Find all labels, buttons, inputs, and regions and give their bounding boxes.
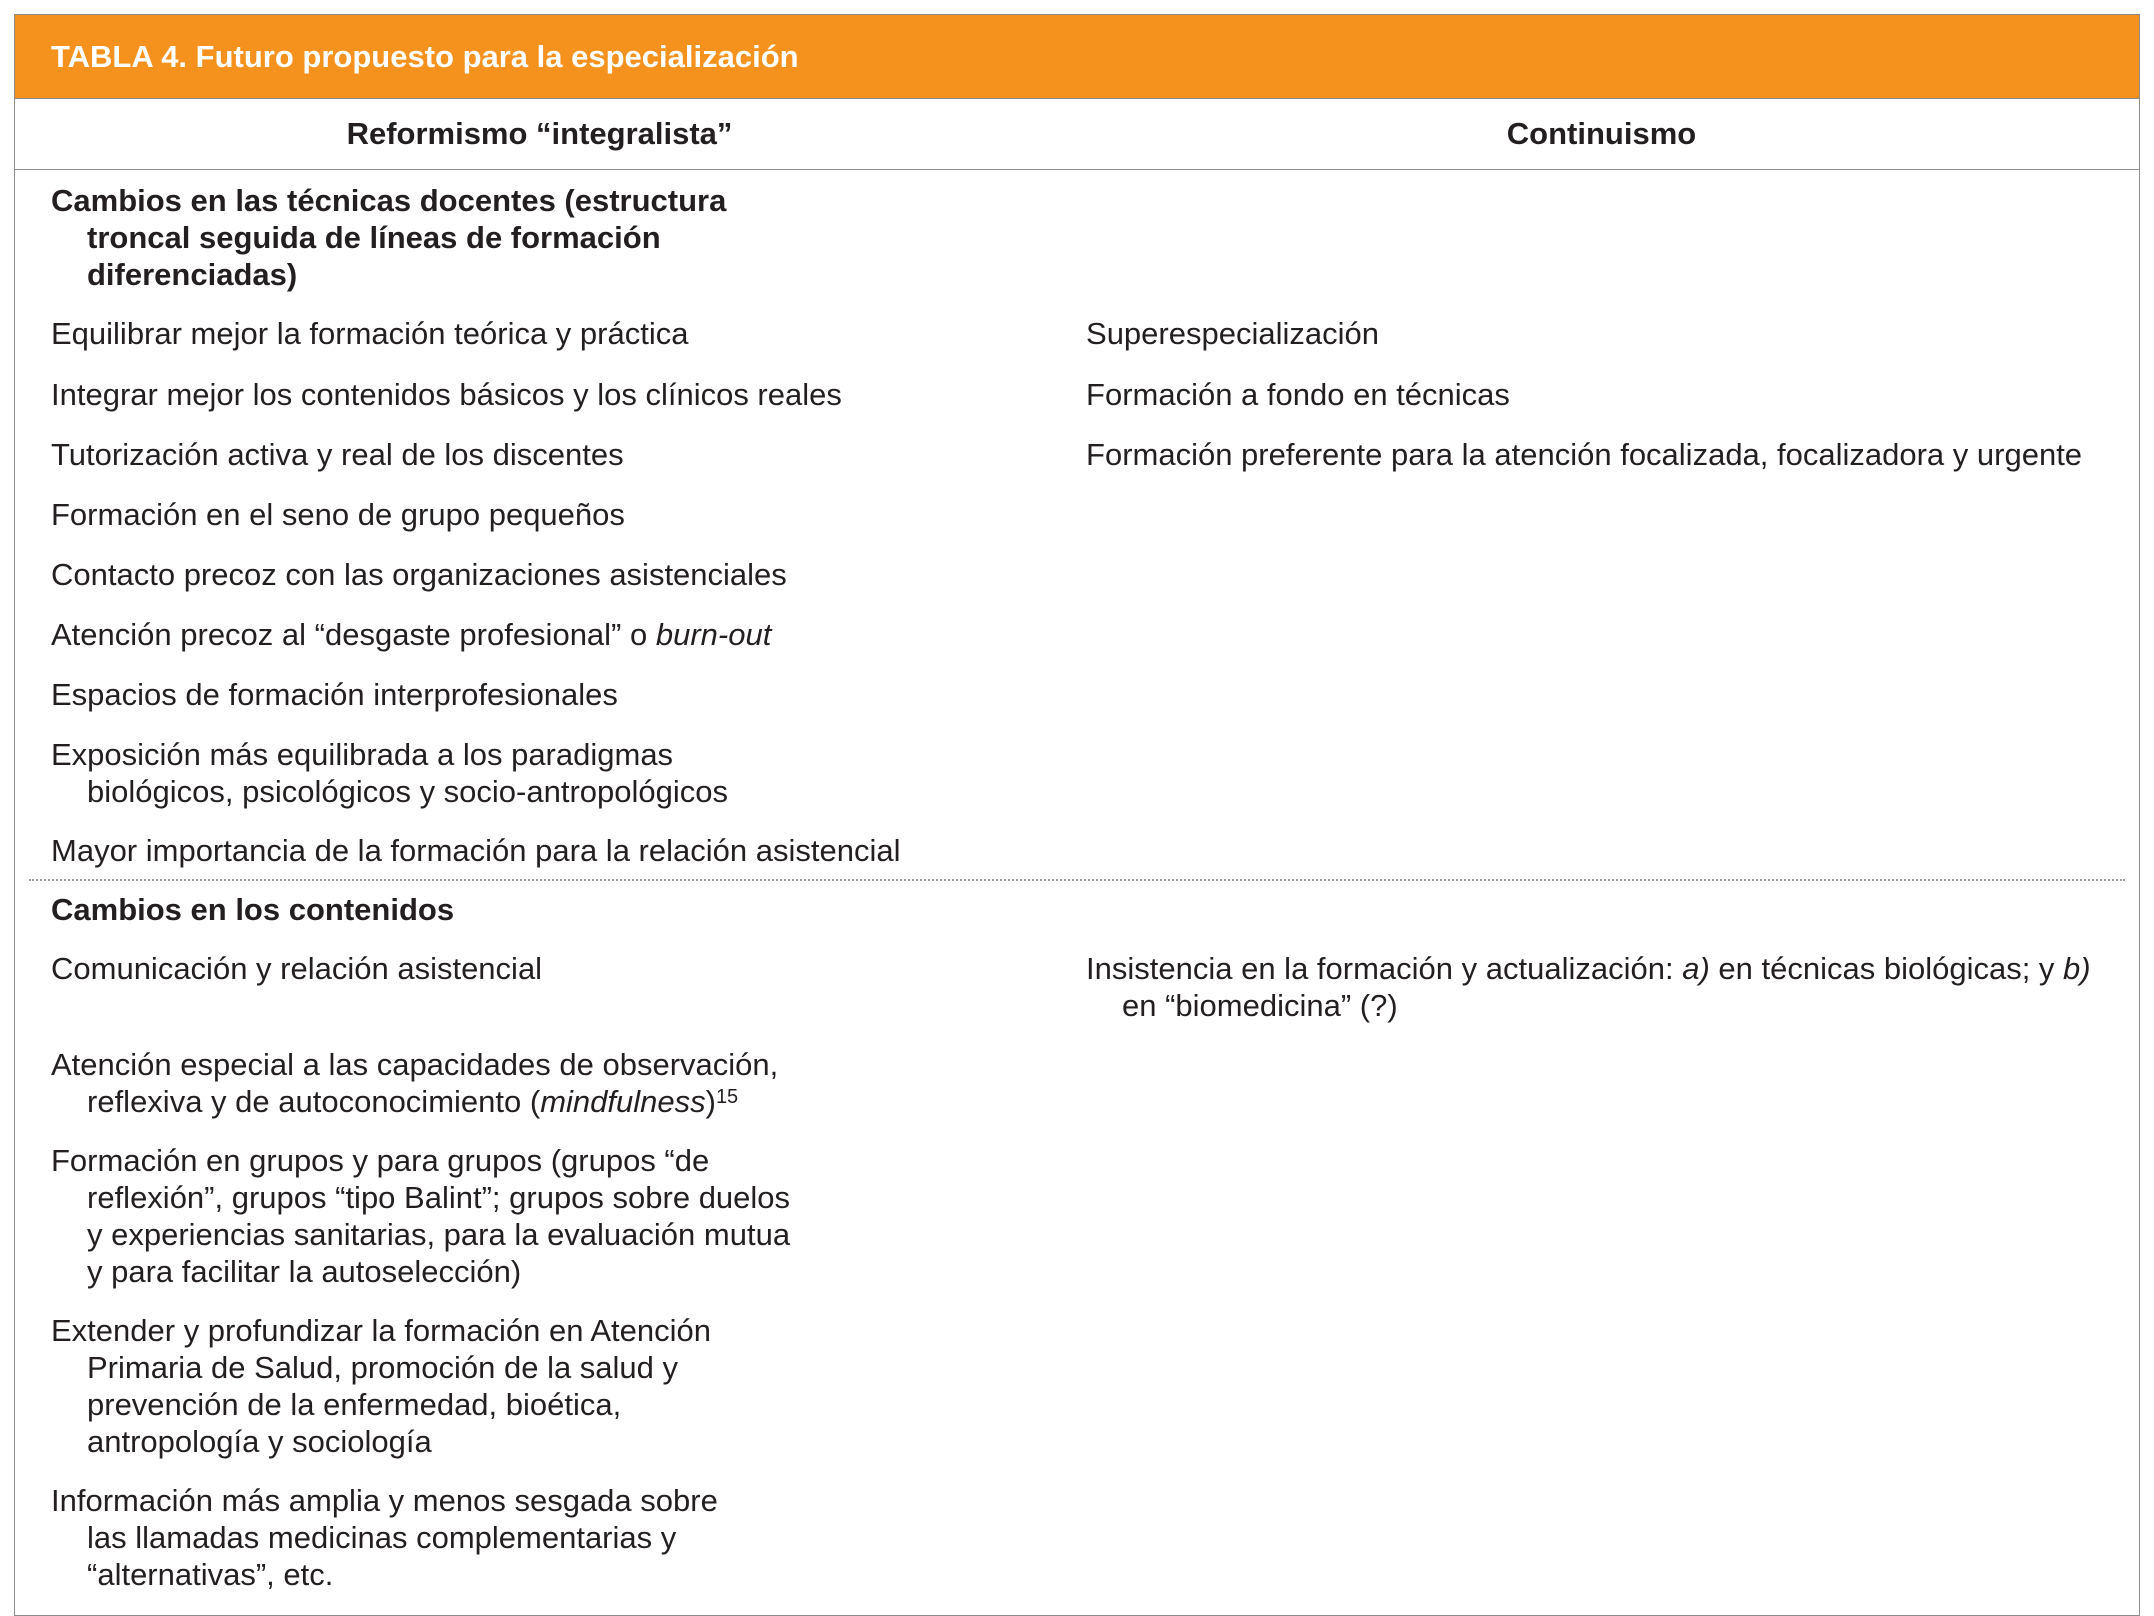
table-row: [15, 1312, 2139, 1460]
table-cell: [15, 1046, 1064, 1120]
table-header-row: [15, 99, 2139, 170]
cell-text-part: Atención especial a las capacidades de observación, reflexiva y de autoconocimiento (: [51, 1047, 779, 1119]
section-tecnicas-docentes: [15, 170, 2139, 869]
column-header-continuismo: Continuismo: [1506, 116, 1697, 151]
table-row: [15, 1482, 2139, 1615]
table-cell: Integrar mejor los contenidos básicos y los clínicos reales: [51, 377, 842, 412]
table-cell: [15, 1312, 1064, 1460]
table-cell: [15, 736, 1064, 810]
footnote-ref: 15: [715, 1086, 739, 1108]
table-cell: Formación preferente para la atención focalizada, focalizadora y urgente: [1086, 437, 2083, 472]
cell-text-part: en técnicas biológicas; y: [1709, 951, 2064, 986]
table-cell: [15, 1142, 1064, 1290]
cell-text-italic: mindfulness: [540, 1084, 706, 1119]
section-title: [15, 182, 1051, 293]
table-cell: [15, 1482, 1064, 1593]
table: [14, 14, 2140, 1616]
cell-text-part: ): [705, 1084, 716, 1119]
section-contenidos: [15, 881, 2139, 1615]
table-row: [15, 832, 2139, 869]
table-row: [15, 616, 2139, 653]
table-row: [15, 950, 2139, 1024]
table-row: [15, 376, 2139, 413]
cell-text: [51, 1046, 787, 1120]
table-cell: Espacios de formación interprofesionales: [51, 677, 618, 712]
cell-text: [1086, 950, 2125, 1024]
table-cell: Equilibrar mejor la formación teórica y práctica: [51, 316, 689, 351]
cell-text-italic: a): [1682, 951, 1710, 986]
table-cell: Tutorización activa y real de los discentes: [51, 437, 624, 472]
table-row: [15, 736, 2139, 810]
cell-text: Información más amplia y menos sesgada sobre las llamadas medicinas complementarias y “alternativas”, etc.: [51, 1483, 718, 1592]
table-cell: [1064, 950, 2139, 1024]
column-header-reformismo: Reformismo “integralista”: [346, 116, 733, 151]
cell-text: Exposición más equilibrada a los paradigmas biológicos, psicológicos y socio-antropológicos: [51, 737, 729, 809]
table-row: [15, 556, 2139, 593]
cell-text: Formación en grupos y para grupos (grupos “de reflexión”, grupos “tipo Balint”; grupos sobre duelos y experiencias sanitarias, para la evaluación mutua y para facilitar la autoselección): [51, 1143, 791, 1289]
table-row: [15, 496, 2139, 533]
cell-text-part: en “biomedicina” (?): [1122, 988, 1398, 1023]
table-title: TABLA 4. Futuro propuesto para la especialización: [15, 15, 2139, 99]
table-cell: Mayor importancia de la formación para la relación asistencial: [51, 833, 901, 868]
section-title-text: Cambios en las técnicas docentes (estructura troncal seguida de líneas de formación diferenciadas): [51, 183, 727, 292]
cell-text: Atención precoz al “desgaste profesional” o: [51, 617, 648, 652]
table-row: [15, 315, 2139, 352]
table-cell: Comunicación y relación asistencial: [51, 951, 543, 986]
table-row: [15, 1142, 2139, 1290]
table-row: [15, 1046, 2139, 1120]
table-row: [15, 436, 2139, 473]
table-cell: Contacto precoz con las organizaciones asistenciales: [51, 557, 787, 592]
table-cell: Superespecialización: [1086, 316, 1379, 351]
cell-text-italic: burn-out: [655, 617, 772, 652]
table-cell: Formación a fondo en técnicas: [1086, 377, 1510, 412]
table-row: [15, 676, 2139, 713]
table-body: [15, 170, 2139, 1615]
table-cell: Formación en el seno de grupo pequeños: [51, 497, 625, 532]
cell-text-italic: b): [2063, 951, 2091, 986]
cell-text: Extender y profundizar la formación en Atención Primaria de Salud, promoción de la salud y prevención de la enfermedad, bioética, antropología y sociología: [51, 1313, 711, 1459]
section-title: Cambios en los contenidos: [51, 892, 455, 927]
table-cell: [15, 616, 1064, 653]
cell-text-part: Insistencia en la formación y actualización:: [1086, 951, 1683, 986]
